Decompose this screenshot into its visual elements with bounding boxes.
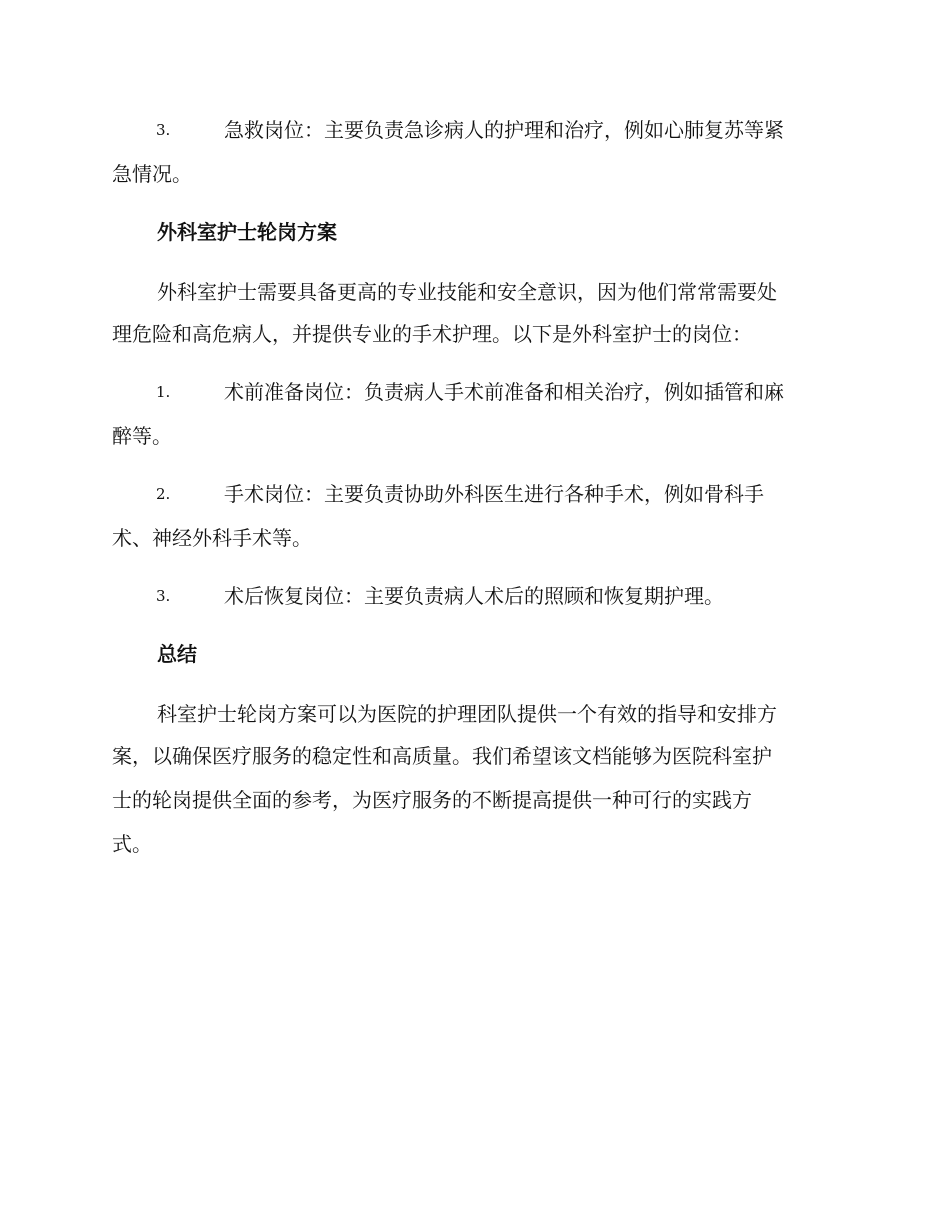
- section-heading-summary: 总结: [157, 642, 197, 666]
- section-heading-surgery: 外科室护士轮岗方案: [157, 220, 337, 244]
- list-item-text-continued: 醉等。: [112, 424, 172, 448]
- paragraph-line: 式。: [112, 832, 152, 856]
- list-item-text-continued: 急情况。: [112, 162, 192, 186]
- list-item-text-continued: 术、神经外科手术等。: [112, 526, 312, 550]
- list-item-text: 术前准备岗位：负责病人手术前准备和相关治疗，例如插管和麻: [224, 380, 784, 404]
- paragraph-line: 案，以确保医疗服务的稳定性和高质量。我们希望该文档能够为医院科室护: [112, 744, 772, 768]
- paragraph-line: 外科室护士需要具备更高的专业技能和安全意识，因为他们常常需要处: [157, 280, 777, 304]
- paragraph-line: 士的轮岗提供全面的参考，为医疗服务的不断提高提供一种可行的实践方: [112, 788, 752, 812]
- list-item-text: 术后恢复岗位：主要负责病人术后的照顾和恢复期护理。: [224, 584, 724, 608]
- list-number: 3.: [156, 121, 171, 139]
- list-item-text: 手术岗位：主要负责协助外科医生进行各种手术，例如骨科手: [224, 482, 764, 506]
- list-number: 2.: [156, 485, 171, 503]
- list-number: 1.: [156, 383, 171, 401]
- paragraph-line: 理危险和高危病人，并提供专业的手术护理。以下是外科室护士的岗位：: [112, 322, 752, 346]
- paragraph-line: 科室护士轮岗方案可以为医院的护理团队提供一个有效的指导和安排方: [157, 702, 777, 726]
- list-number: 3.: [156, 587, 171, 605]
- list-item-text: 急救岗位：主要负责急诊病人的护理和治疗，例如心肺复苏等紧: [224, 118, 784, 142]
